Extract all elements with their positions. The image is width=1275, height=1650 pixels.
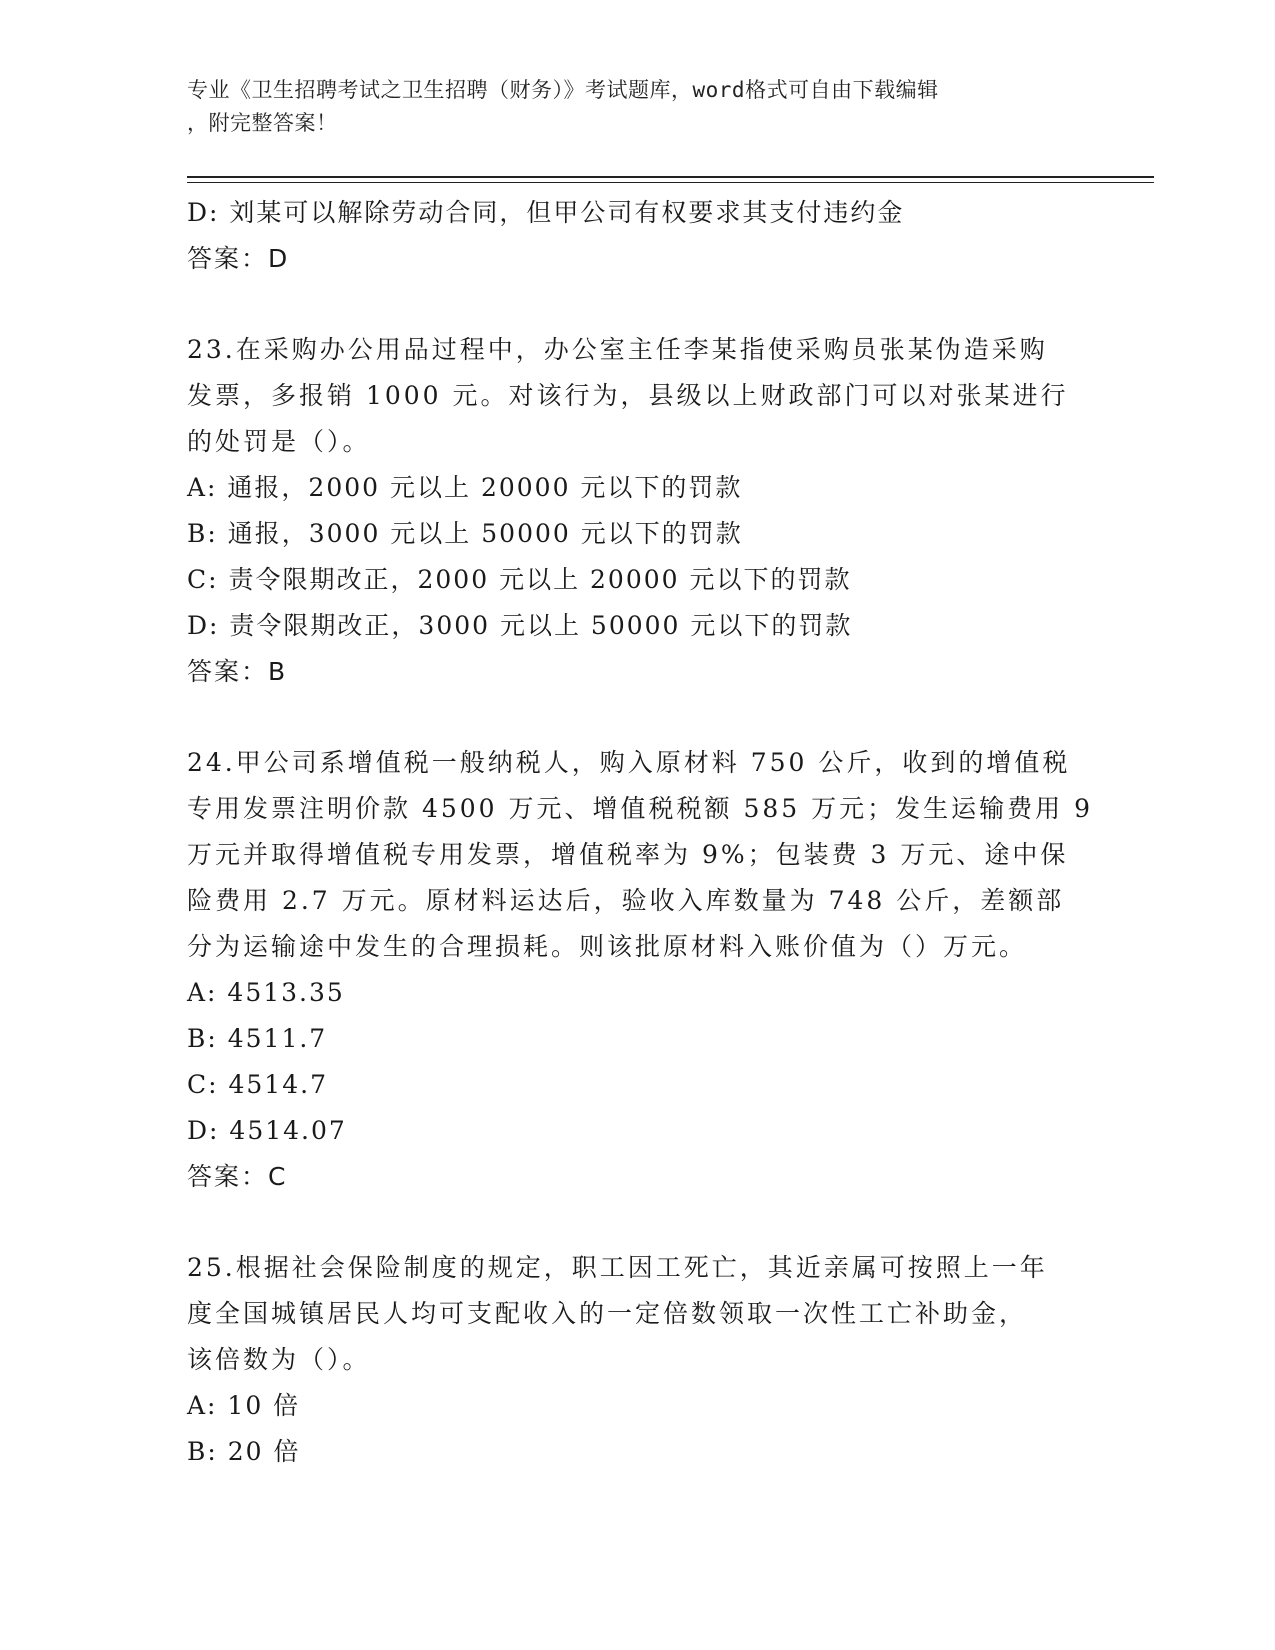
option-d: D: 刘某可以解除劳动合同，但甲公司有权要求其支付违约金 (187, 198, 905, 227)
document-body (187, 190, 1093, 1475)
option-a: A: 通报，2000 元以上 20000 元以下的罚款 (187, 473, 743, 502)
option-b: B: 通报，3000 元以上 50000 元以下的罚款 (187, 519, 743, 548)
question-25 (187, 1245, 1087, 1475)
option-d: D: 4514.07 (187, 1116, 347, 1145)
option-a: A: 4513.35 (187, 978, 345, 1007)
question-24 (187, 740, 1093, 1200)
question-stem-line: 度全国城镇居民人均可支配收入的一定倍数领取一次性工亡补助金， (187, 1299, 1028, 1328)
header-line-1: 专业《卫生招聘考试之卫生招聘（财务）》考试题库，word格式可自由下载编辑 (187, 78, 939, 102)
option-b: B: 20 倍 (187, 1437, 301, 1466)
header-divider-thin (187, 182, 1154, 183)
option-a: A: 10 倍 (187, 1391, 301, 1420)
question-stem-line: 25.根据社会保险制度的规定，职工因工死亡，其近亲属可按照上一年 (187, 1253, 1048, 1282)
question-stem-line: 该倍数为（）。 (187, 1345, 371, 1374)
header-line-2: ，附完整答案！ (187, 111, 338, 135)
question-stem-line: 险费用 2.7 万元。原材料运达后，验收入库数量为 748 公斤，差额部 (187, 886, 1065, 915)
option-c: C: 责令限期改正，2000 元以上 20000 元以下的罚款 (187, 565, 852, 594)
question-23 (187, 327, 1087, 695)
question-stem-line: 23.在采购办公用品过程中，办公室主任李某指使采购员张某伪造采购 (187, 335, 1048, 364)
previous-question-tail (187, 190, 1087, 282)
option-d: D: 责令限期改正，3000 元以上 50000 元以下的罚款 (187, 611, 853, 640)
answer: 答案：C (187, 1162, 288, 1191)
option-c: C: 4514.7 (187, 1070, 328, 1099)
question-stem-line: 万元并取得增值税专用发票，增值税率为 9%；包装费 3 万元、途中保 (187, 840, 1069, 869)
question-stem-line: 的处罚是（）。 (187, 427, 371, 456)
option-b: B: 4511.7 (187, 1024, 328, 1053)
question-stem-line: 发票，多报销 1000 元。对该行为，县级以上财政部门可以对张某进行 (187, 381, 1069, 410)
header-divider-thick (187, 176, 1154, 178)
answer: 答案：D (187, 244, 290, 273)
document-header (187, 74, 1077, 140)
answer: 答案：B (187, 657, 288, 686)
question-stem-line: 24.甲公司系增值税一般纳税人，购入原材料 750 公斤，收到的增值税 (187, 748, 1071, 777)
question-stem-line: 分为运输途中发生的合理损耗。则该批原材料入账价值为（）万元。 (187, 932, 1028, 961)
question-stem-line: 专用发票注明价款 4500 万元、增值税税额 585 万元；发生运输费用 9 (187, 794, 1093, 823)
